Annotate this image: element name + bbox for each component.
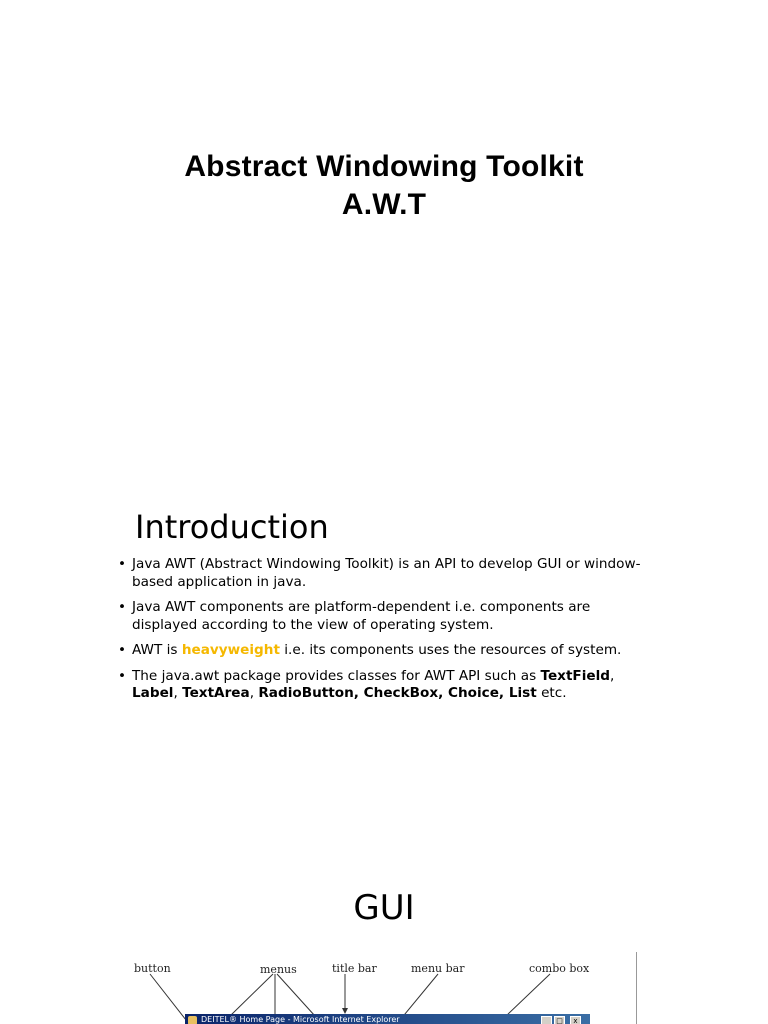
callout-combo-box: combo box bbox=[529, 962, 590, 975]
bullet-item bbox=[118, 599, 648, 634]
callout-menu-bar: menu bar bbox=[411, 962, 465, 975]
close-icon: x bbox=[570, 1016, 581, 1024]
callout-line-combo-box bbox=[506, 974, 550, 1016]
bullet-item bbox=[118, 642, 648, 660]
gui-heading: GUI bbox=[353, 888, 415, 928]
callout-line-menus-1 bbox=[230, 974, 273, 1016]
callout-menus: menus bbox=[260, 963, 297, 976]
bold-term: TextField bbox=[540, 667, 610, 684]
highlight-term: heavyweight bbox=[181, 642, 280, 658]
intro-bullet-list bbox=[118, 556, 648, 711]
gui-diagram bbox=[130, 952, 640, 1024]
maximize-icon: □ bbox=[554, 1016, 565, 1024]
bullet-item bbox=[118, 556, 648, 591]
browser-app-icon bbox=[188, 1016, 197, 1024]
bold-term: TextArea bbox=[182, 685, 250, 701]
callout-line-button bbox=[150, 974, 186, 1020]
slide-title-line-1: Abstract Windowing Toolkit bbox=[184, 150, 584, 183]
bullet-text: Java AWT components are platform-dependent i.e. components are displayed according to the view of operating system. bbox=[132, 599, 591, 633]
callout-button: button bbox=[134, 962, 171, 975]
image-border bbox=[636, 952, 637, 1024]
gui-slide bbox=[0, 880, 768, 1024]
browser-title-bar bbox=[185, 1014, 590, 1024]
separator: , bbox=[249, 685, 259, 701]
minimize-icon: _ bbox=[541, 1016, 552, 1024]
bullet-text: i.e. its components uses the resources of system. bbox=[279, 642, 622, 658]
bold-term: Label bbox=[132, 685, 174, 701]
title-slide bbox=[0, 0, 768, 480]
separator: , bbox=[610, 667, 615, 684]
bullet-item bbox=[118, 668, 648, 703]
browser-window-title: DEITEL® Home Page - Microsoft Internet Explorer bbox=[201, 1015, 400, 1024]
bold-term: RadioButton, CheckBox, Choice, List bbox=[258, 685, 537, 701]
bullet-text: The java.awt package provides classes for AWT API such as bbox=[132, 667, 541, 684]
bullet-text: etc. bbox=[536, 685, 567, 701]
intro-heading: Introduction bbox=[135, 508, 329, 546]
bullet-text: Java AWT (Abstract Windowing Toolkit) is an API to develop GUI or window-based application in java. bbox=[132, 556, 641, 590]
introduction-slide bbox=[0, 480, 768, 830]
callout-line-menus-3 bbox=[277, 974, 315, 1016]
slide-title-line-2: A.W.T bbox=[341, 188, 427, 221]
callout-title-bar: title bar bbox=[332, 962, 377, 975]
separator: , bbox=[173, 685, 183, 701]
bullet-text: AWT is bbox=[132, 642, 182, 658]
